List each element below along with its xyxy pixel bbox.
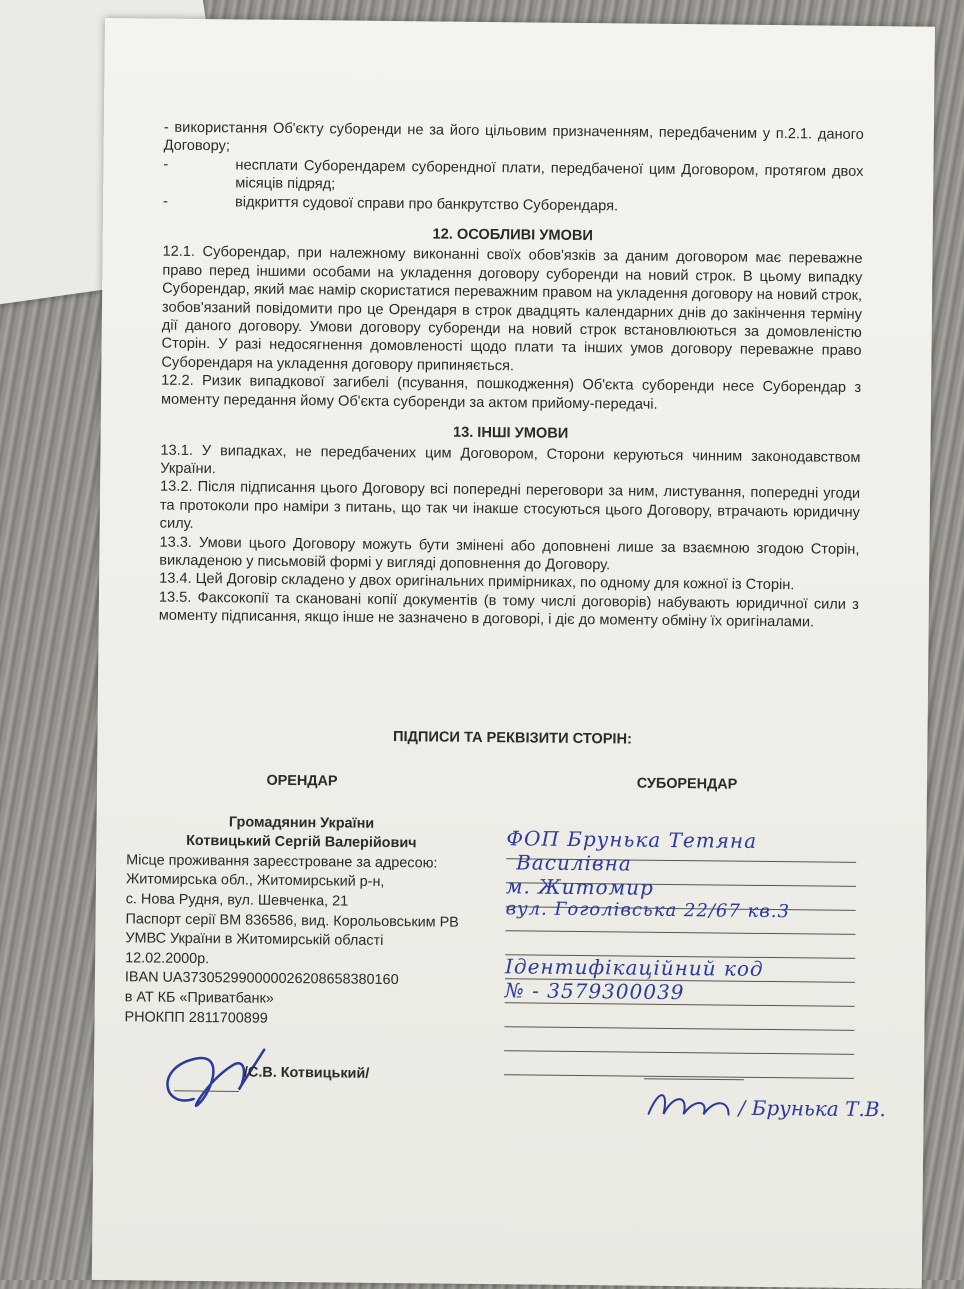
document-body (159, 119, 864, 633)
top-item-1: - використання Об'єкту суборенди не за його цільовим призначенням, передбаченим у п.2.1. даного Договору; (163, 119, 864, 155)
section-12-title: 12. ОСОБЛИВІ УМОВИ (432, 226, 593, 245)
subtenant-role: СУБОРЕНДАР (636, 775, 738, 793)
section-13-title: 13. ІНШІ УМОВИ (452, 424, 569, 442)
list-dash: - (163, 193, 169, 210)
landlord-details (124, 770, 477, 1031)
handwritten-line-5: Ідентифікаційний код (504, 954, 764, 981)
landlord-line: с. Нова Рудня, вул. Шевченка, 21 (125, 891, 349, 910)
section-13-item-5: 13.5. Факсокопії та скановані копії документів (в тому числі договорів) набувають юридичної сили з моменту підписання, якщо інше не зазначено в договорі, і діє до моменту обміну їх оригіналами. (158, 589, 859, 631)
top-item-2-text: несплати Суборендарем суборендної плати, передбаченої цим Договором, протягом двох місяців підряд; (235, 157, 864, 193)
landlord-name-line-1: Громадянин України (228, 813, 375, 832)
section-12-p2: 12.2. Ризик випадкової загибелі (псування, пошкодження) Об'єкта суборенди несе Суборендар з моменту передання йому Об'єкта суборенди за актом прийому-передачі. (160, 372, 862, 413)
handwritten-line-2: Василівна (516, 850, 632, 876)
landlord-line: Паспорт серії ВМ 836586, вид. Корольовським РВ (125, 910, 459, 931)
section-12-p1: 12.1. Суборендар, при належному виконанні своїх обов'язків за даним договором має переважне право перед іншими особами на укладення договору суборенди на новий строк. В цьому випадку Суборендар, який має намір скористатися переважним правом на укладення договору на новий строк, зобов'язаний повідомити про це Орендаря в строк двадцять календарних днів до закінчення терміну дії даного договору. Умови договору суборенди на новий строк встановлюються за домовленістю Сторін. У разі недосягнення домовленості щодо плати та інших умов договору переважне право Суборендаря на укладення договору припиняється. (161, 244, 863, 375)
handwritten-line-3: м. Житомир (505, 874, 654, 900)
document-page (92, 18, 935, 1289)
landlord-line: в АТ КБ «Приватбанк» (124, 989, 274, 1007)
section-13-item-1: 13.1. У випадках, не передбачених цим Договором, Сторони керуються чинним законодавством України. (160, 442, 861, 478)
landlord-line: Житомирська обл., Житомирський р-н, (125, 871, 385, 891)
form-line (504, 1026, 854, 1031)
handwritten-line-1: ФОП Брунька Тетяна (506, 826, 758, 853)
landlord-line: 12.02.2000р. (125, 950, 210, 967)
handwritten-line-4: вул. Гоголівська 22/67 кв.3 (505, 898, 791, 923)
signatures-title: ПІДПИСИ ТА РЕКВІЗИТИ СТОРІН: (392, 729, 633, 748)
form-line (505, 930, 855, 935)
section-13-item-3: 13.3. Умови цього Договору можуть бути змінені або доповнені лише за взаємною згодою Сторін, викладеною у письмовій формі у вигляді доповнення до Договору. (159, 534, 860, 574)
subtenant-sign-label: / Брунька Т.В. (738, 1095, 886, 1122)
subtenant-signature (633, 1059, 934, 1132)
handwritten-line-6: № - 3579300039 (504, 978, 685, 1005)
form-line (504, 1050, 854, 1055)
top-item-3-text: відкриття судової справи про банкрутство Суборендаря. (234, 193, 619, 215)
landlord-name-line-2: Котвицький Сергій Валерійович (186, 833, 417, 852)
landlord-line: IBAN UA373052990000026208658380160 (124, 969, 399, 989)
landlord-line: Місце проживання зареєстроване за адресою: (126, 852, 438, 872)
section-13-item-2: 13.2. Після підписання цього Договору всі попередні переговори за ним, листування, попередні угоди та протоколи про наміри з питань, що так чи інакше стосуються цього Договору, втрачають юридичну силу. (159, 478, 861, 533)
landlord-sign-label: /С.В. Котвицький/ (243, 1064, 370, 1082)
section-13-item-4: 13.4. Цей Договір складено у двох оригінальних примірниках, по одному для кожної із Сторін. (159, 570, 795, 594)
landlord-line: РНОКПП 2811700899 (124, 1008, 268, 1027)
subtenant-details (504, 774, 867, 1005)
list-dash: - (163, 156, 169, 173)
landlord-role: ОРЕНДАР (266, 772, 338, 790)
landlord-line: УМВС України в Житомирській області (125, 930, 384, 950)
